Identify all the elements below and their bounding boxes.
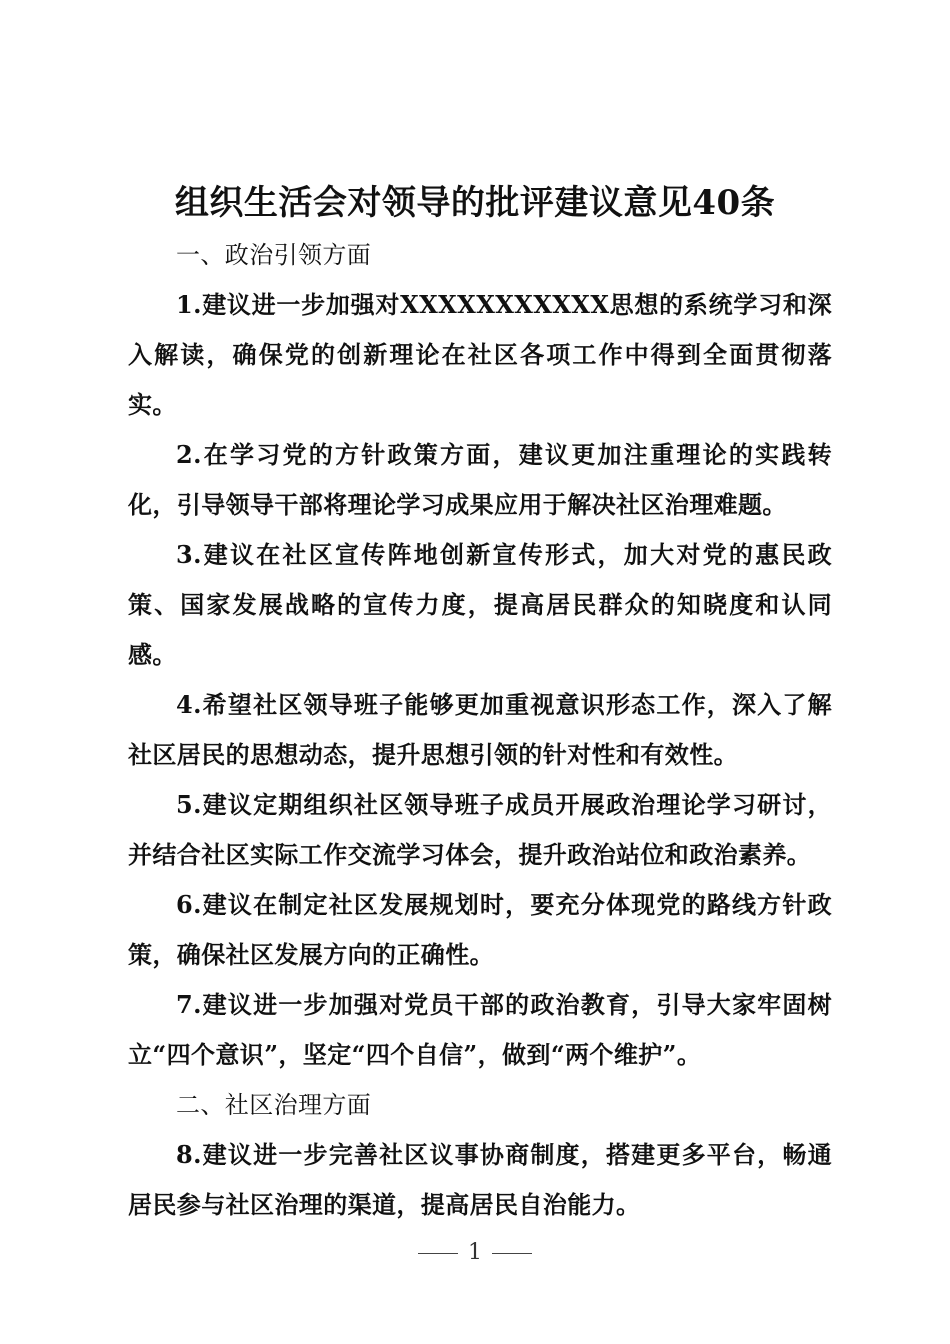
list-item: 3.建议在社区宣传阵地创新宣传形式，加大对党的惠民政策、国家发展战略的宣传力度，提高居民群众的知晓度和认同感。 [128, 540, 832, 669]
footer-left-dash [418, 1253, 458, 1254]
list-item: 4.希望社区领导班子能够更加重视意识形态工作，深入了解社区居民的思想动态，提升思想引领的针对性和有效性。 [128, 690, 832, 769]
list-item: 6.建议在制定社区发展规划时，要充分体现党的路线方针政策，确保社区发展方向的正确性。 [128, 890, 832, 969]
list-item: 8.建议进一步完善社区议事协商制度，搭建更多平台，畅通居民参与社区治理的渠道，提高居民自治能力。 [128, 1140, 832, 1219]
section-heading: 一、政治引领方面 [176, 241, 372, 269]
list-item: 7.建议进一步加强对党员干部的政治教育，引导大家牢固树立“四个意识”，坚定“四个自信”，做到“两个维护”。 [128, 990, 832, 1069]
footer-right-dash [492, 1253, 532, 1254]
list-item: 1.建议进一步加强对XXXXXXXXXXX思想的系统学习和深入解读，确保党的创新理论在社区各项工作中得到全面贯彻落实。 [128, 290, 832, 419]
document-body [128, 230, 832, 1230]
page-footer [0, 1238, 950, 1268]
list-item: 2.在学习党的方针政策方面，建议更加注重理论的实践转化，引导领导干部将理论学习成果应用于解决社区治理难题。 [128, 440, 832, 519]
document-title: 组织生活会对领导的批评建议意见40条 [174, 183, 776, 223]
list-item: 5.建议定期组织社区领导班子成员开展政治理论学习研讨，并结合社区实际工作交流学习体会，提升政治站位和政治素养。 [128, 790, 832, 869]
page-number: 1 [468, 1240, 482, 1265]
section-heading: 二、社区治理方面 [176, 1091, 372, 1119]
